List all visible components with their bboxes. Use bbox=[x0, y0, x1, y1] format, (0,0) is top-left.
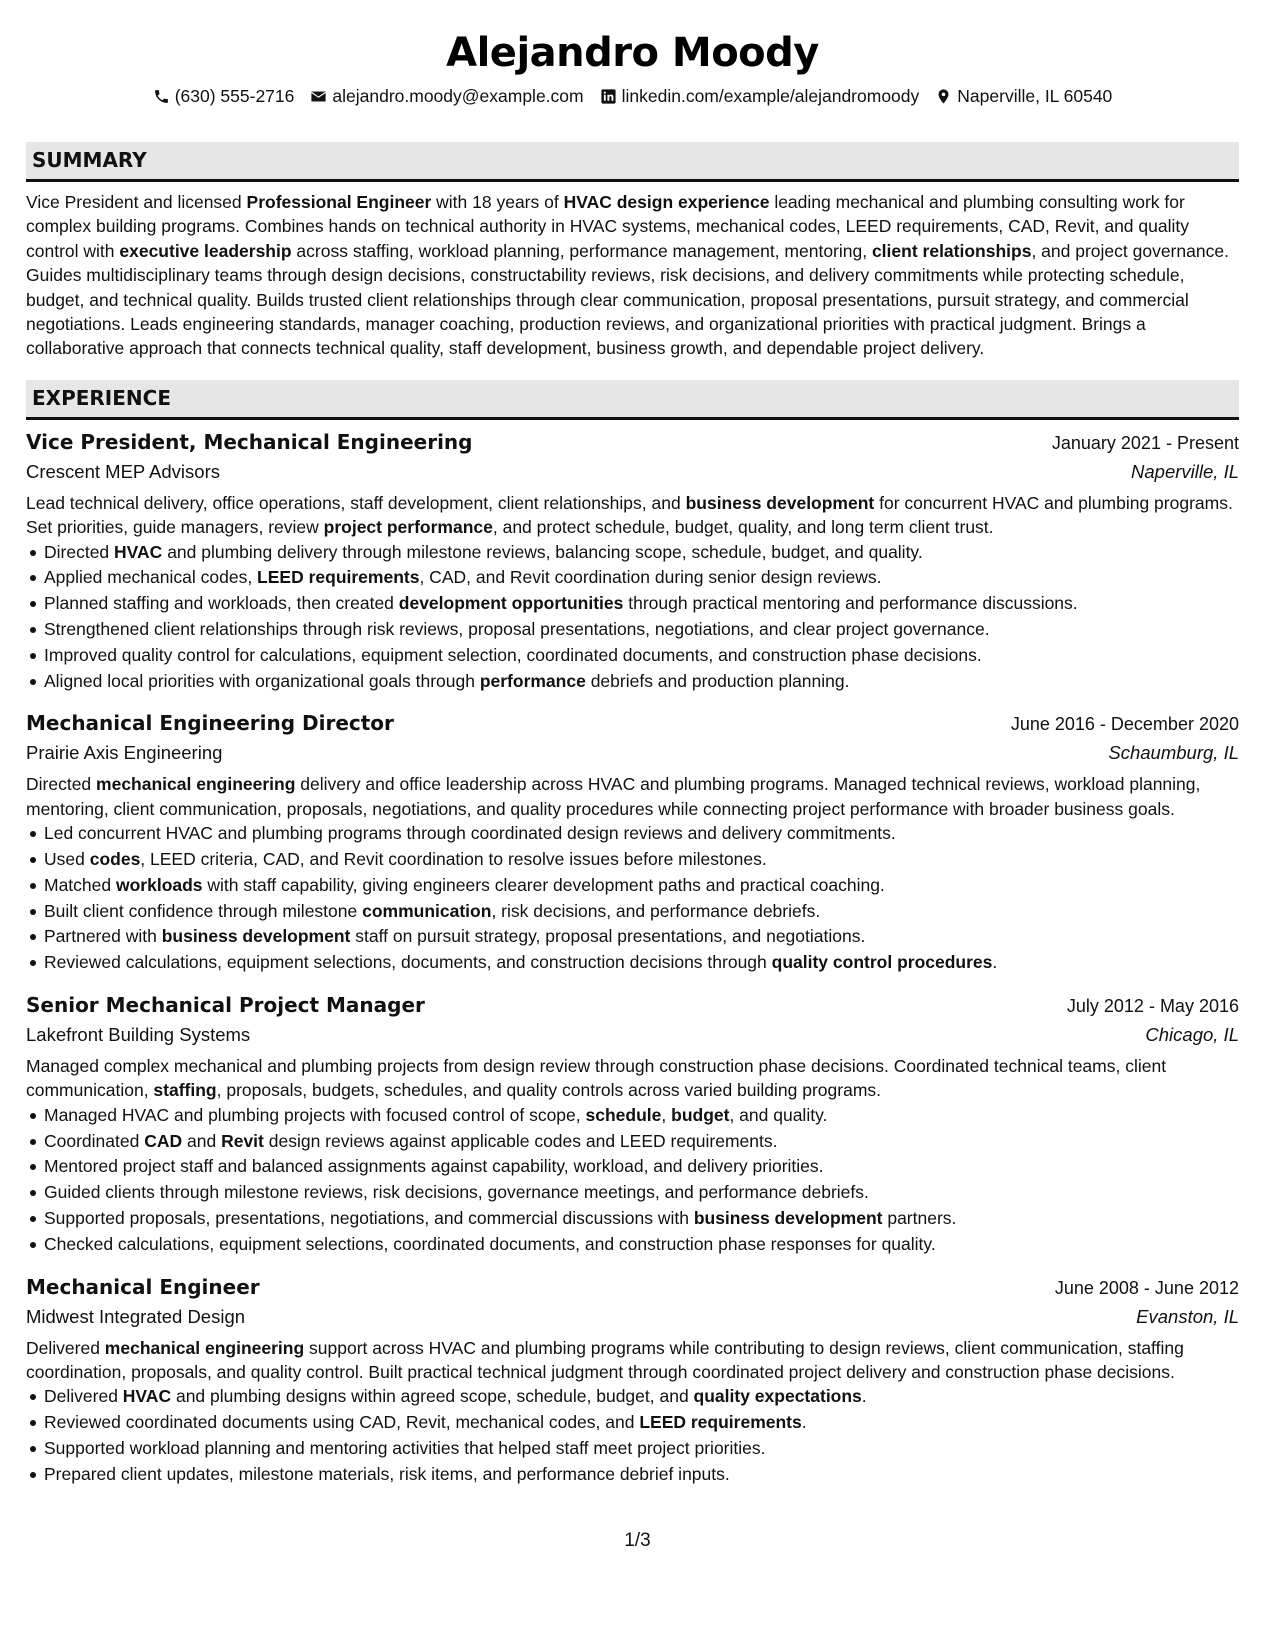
job-bullet-item: Supported proposals, presentations, negotiations, and commercial discussions with business development partners. bbox=[26, 1206, 1239, 1232]
job-description: Directed mechanical engineering delivery and office leadership across HVAC and plumbing programs. Managed technical reviews, workload planning, mentoring, client communication, proposals, negotiations, and quality procedures while connecting project performance with broader business goals. bbox=[26, 774, 1201, 819]
job-bullet-item: Coordinated CAD and Revit design reviews against applicable codes and LEED requirements. bbox=[26, 1129, 1239, 1155]
emphasis-text: quality expectations bbox=[693, 1386, 862, 1407]
emphasis-text: business development bbox=[685, 492, 875, 513]
job-bullet-item: Matched workloads with staff capability, giving engineers clearer development paths and practical coaching. bbox=[26, 873, 1239, 899]
contact-bar bbox=[26, 84, 1239, 108]
job-title: Mechanical Engineering Director bbox=[26, 711, 394, 736]
job-bullet-item: Built client confidence through milestone communication, risk decisions, and performance debriefs. bbox=[26, 899, 1239, 925]
contact-location-text: Naperville, IL 60540 bbox=[957, 86, 1113, 106]
job-description: Managed complex mechanical and plumbing projects from design review through construction phase decisions. Coordinated technical teams, client communication, staffing, proposals, budgets, schedules, and quality controls across varied building programs. bbox=[26, 1056, 1167, 1101]
job-company: Midwest Integrated Design bbox=[26, 1305, 246, 1327]
job-bullet-item: Directed HVAC and plumbing delivery through milestone reviews, balancing scope, schedule, budget, and quality. bbox=[26, 540, 1239, 566]
job-title: Senior Mechanical Project Manager bbox=[26, 993, 425, 1018]
job-entry bbox=[26, 428, 1239, 695]
emphasis-text: schedule bbox=[585, 1104, 662, 1125]
job-bullet-item: Reviewed coordinated documents using CAD, Revit, mechanical codes, and LEED requirements. bbox=[26, 1410, 1239, 1436]
experience-list bbox=[26, 428, 1239, 1488]
job-bullet-item: Checked calculations, equipment selections, coordinated documents, and construction phase responses for quality. bbox=[26, 1232, 1239, 1258]
emphasis-text: mechanical engineering bbox=[104, 1337, 305, 1358]
emphasis-text: communication bbox=[362, 900, 492, 921]
job-bullet-item: Managed HVAC and plumbing projects with focused control of scope, schedule, budget, and quality. bbox=[26, 1103, 1239, 1129]
emphasis-text: staffing bbox=[153, 1080, 217, 1101]
emphasis-text: workloads bbox=[115, 874, 203, 895]
job-company: Prairie Axis Engineering bbox=[26, 742, 223, 764]
contact-phone-text: (630) 555-2716 bbox=[174, 86, 295, 106]
experience-heading: EXPERIENCE bbox=[26, 380, 1239, 420]
emphasis-text: budget bbox=[671, 1104, 730, 1125]
job-location: Naperville, IL bbox=[1131, 460, 1239, 482]
job-bullet-item: Improved quality control for calculations, equipment selection, coordinated documents, and construction phase decisions. bbox=[26, 643, 1239, 669]
job-bullet-item: Delivered HVAC and plumbing designs within agreed scope, schedule, budget, and quality expectations. bbox=[26, 1384, 1239, 1410]
contact-email[interactable] bbox=[310, 84, 583, 108]
job-bullet-item: Supported workload planning and mentoring activities that helped staff meet project priorities. bbox=[26, 1436, 1239, 1462]
emphasis-text: performance bbox=[479, 670, 586, 691]
job-bullets bbox=[26, 540, 1239, 695]
job-bullet-item: Aligned local priorities with organizational goals through performance debriefs and production planning. bbox=[26, 669, 1239, 695]
job-bullet-item: Mentored project staff and balanced assignments against capability, workload, and delivery priorities. bbox=[26, 1154, 1239, 1180]
job-bullet-item: Reviewed calculations, equipment selections, documents, and construction decisions through quality control procedures. bbox=[26, 950, 1239, 976]
job-location: Schaumburg, IL bbox=[1108, 742, 1239, 764]
summary-heading: SUMMARY bbox=[26, 142, 1239, 182]
job-company: Lakefront Building Systems bbox=[26, 1024, 251, 1046]
job-dates: January 2021 - Present bbox=[1051, 432, 1239, 453]
linkedin-icon bbox=[600, 88, 617, 105]
envelope-icon bbox=[310, 88, 327, 105]
job-bullets bbox=[26, 1384, 1239, 1487]
contact-linkedin[interactable] bbox=[600, 84, 920, 108]
emphasis-text: mechanical engineering bbox=[96, 774, 296, 795]
job-bullet-item: Led concurrent HVAC and plumbing programs through coordinated design reviews and delivery commitments. bbox=[26, 821, 1239, 847]
emphasis-text: Professional Engineer bbox=[246, 192, 432, 212]
job-bullets bbox=[26, 821, 1239, 976]
job-title: Vice President, Mechanical Engineering bbox=[26, 429, 473, 454]
emphasis-text: LEED requirements bbox=[257, 567, 420, 588]
job-entry bbox=[26, 709, 1239, 976]
contact-location bbox=[935, 84, 1112, 108]
emphasis-text: HVAC bbox=[114, 541, 163, 562]
job-bullet-item: Planned staffing and workloads, then created development opportunities through practical mentoring and performance discussions. bbox=[26, 591, 1239, 617]
emphasis-text: business development bbox=[161, 926, 351, 947]
job-bullets bbox=[26, 1103, 1239, 1258]
job-bullet-item: Guided clients through milestone reviews, risk decisions, governance meetings, and performance debriefs. bbox=[26, 1180, 1239, 1206]
job-bullet-item: Prepared client updates, milestone materials, risk items, and performance debrief inputs. bbox=[26, 1462, 1239, 1488]
job-location: Evanston, IL bbox=[1136, 1305, 1239, 1327]
job-bullet-item: Partnered with business development staff on pursuit strategy, proposal presentations, and negotiations. bbox=[26, 924, 1239, 950]
job-title: Mechanical Engineer bbox=[26, 1274, 260, 1299]
summary-text: Vice President and licensed Professional Engineer with 18 years of HVAC design experience leading mechanical and plumbing consulting work for complex building programs. Combines hands on technical authority in HVAC systems, mechanical codes, LEED requirements, CAD, Revit, and quality control with executive leadership across staffing, workload planning, performance management, mentoring, client relationships, and project governance. Guides multidisciplinary teams through design decisions, constructability reviews, risk decisions, and delivery commitments while protecting schedule, budget, and technical quality. Builds trusted client relationships through clear communication, proposal presentations, pursuit strategy, and commercial negotiations. Leads engineering standards, manager coaching, production reviews, and organizational priorities with practical judgment. Brings a collaborative approach that connects technical quality, staff development, business growth, and dependable project delivery. bbox=[26, 192, 1229, 359]
map-pin-icon bbox=[935, 88, 952, 105]
job-entry bbox=[26, 1273, 1239, 1488]
phone-icon bbox=[153, 88, 170, 105]
emphasis-text: HVAC design experience bbox=[563, 192, 770, 212]
emphasis-text: codes bbox=[89, 849, 141, 870]
job-dates: July 2012 - May 2016 bbox=[1066, 996, 1239, 1017]
emphasis-text: client relationships bbox=[871, 240, 1032, 261]
emphasis-text: CAD bbox=[144, 1130, 183, 1151]
job-entry bbox=[26, 991, 1239, 1258]
contact-email-text: alejandro.moody@example.com bbox=[332, 86, 584, 106]
page-number: 1/3 bbox=[624, 1530, 651, 1551]
job-description: Lead technical delivery, office operations, staff development, client relationships, and business development for concurrent HVAC and plumbing programs. Set priorities, guide managers, review project performance, and protect schedule, budget, quality, and long term client trust. bbox=[26, 492, 1233, 538]
emphasis-text: Revit bbox=[221, 1130, 264, 1151]
emphasis-text: development opportunities bbox=[398, 593, 624, 614]
contact-linkedin-text: linkedin.com/example/alejandromoody bbox=[621, 86, 920, 106]
emphasis-text: executive leadership bbox=[119, 240, 292, 261]
contact-phone[interactable] bbox=[153, 84, 295, 108]
emphasis-text: LEED requirements bbox=[639, 1412, 802, 1433]
job-bullet-item: Applied mechanical codes, LEED requirements, CAD, and Revit coordination during senior design reviews. bbox=[26, 565, 1239, 591]
job-company: Crescent MEP Advisors bbox=[26, 460, 220, 482]
job-location: Chicago, IL bbox=[1145, 1024, 1239, 1046]
emphasis-text: HVAC bbox=[122, 1386, 172, 1407]
job-dates: June 2008 - June 2012 bbox=[1054, 1277, 1239, 1298]
job-bullet-item: Strengthened client relationships through risk reviews, proposal presentations, negotiations, and clear project governance. bbox=[26, 617, 1239, 643]
job-bullet-item: Used codes, LEED criteria, CAD, and Revit coordination to resolve issues before milestones. bbox=[26, 847, 1239, 873]
emphasis-text: project performance bbox=[323, 517, 493, 538]
emphasis-text: quality control procedures bbox=[771, 952, 993, 973]
job-dates: June 2016 - December 2020 bbox=[1010, 714, 1239, 735]
emphasis-text: business development bbox=[693, 1208, 883, 1229]
candidate-name: Alejandro Moody bbox=[446, 30, 819, 76]
job-description: Delivered mechanical engineering support across HVAC and plumbing programs while contributing to design reviews, client communication, staffing coordination, proposals, and quality control. Built practical technical judgment through coordinated project delivery and construction phase decisions. bbox=[26, 1337, 1184, 1383]
